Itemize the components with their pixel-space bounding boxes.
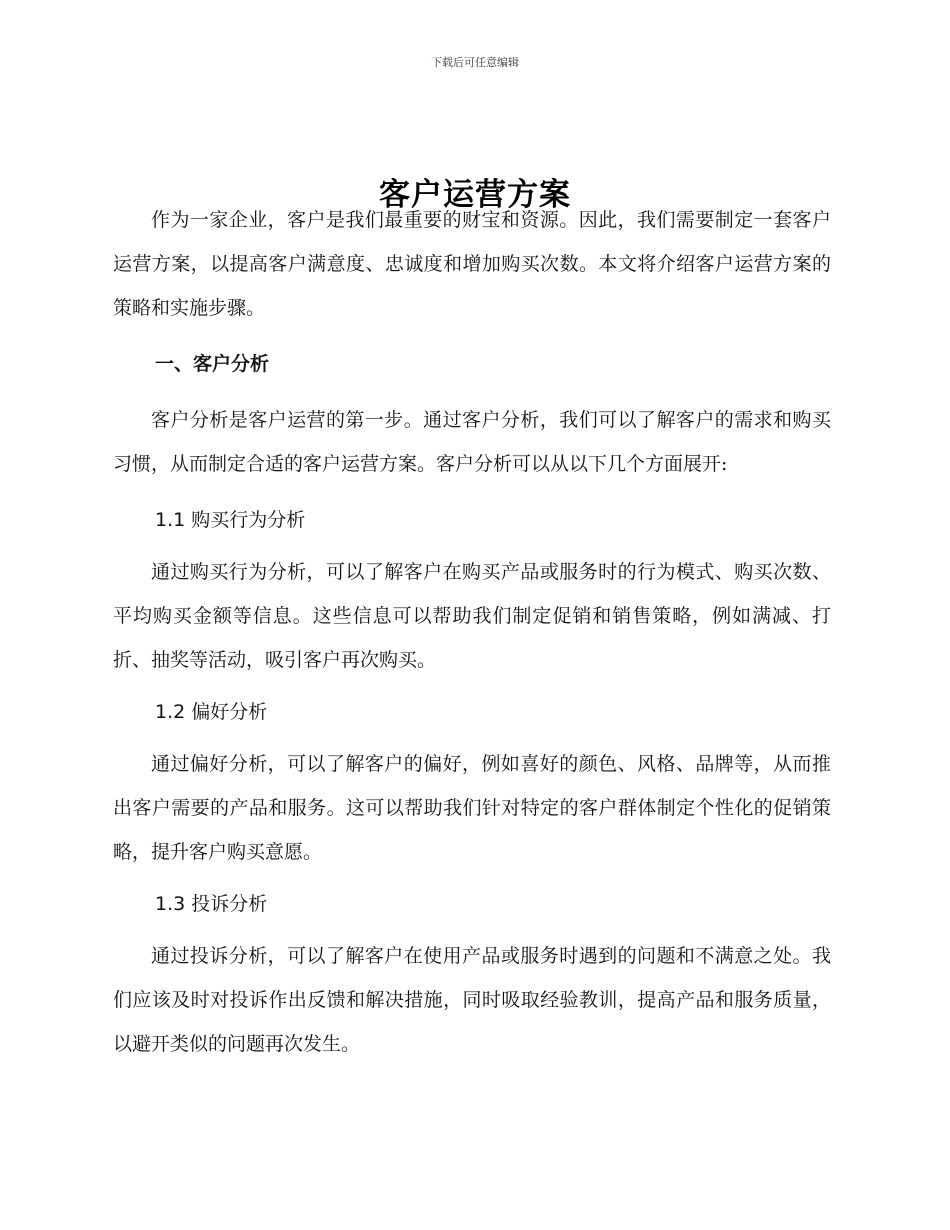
subsection-paragraph-preference: 通过偏好分析，可以了解客户的偏好，例如喜好的颜色、风格、品牌等，从而推出客户需要的产品和服务。这可以帮助我们针对特定的客户群体制定个性化的促销策略，提升客户购买意愿。: [113, 753, 831, 863]
subsection-heading-preference: 1.2 偏好分析: [155, 701, 268, 723]
intro-paragraph: 作为一家企业，客户是我们最重要的财宝和资源。因此，我们需要制定一套客户运营方案，以提高客户满意度、忠诚度和增加购买次数。本文将介绍客户运营方案的策略和实施步骤。: [113, 209, 831, 319]
page-header-note: 下载后可任意编辑: [431, 56, 519, 69]
subsection-paragraph-complaint: 通过投诉分析，可以了解客户在使用产品或服务时遇到的问题和不满意之处。我们应该及时对投诉作出反馈和解决措施，同时吸取经验教训，提高产品和服务质量，以避开类似的问题再次发生。: [113, 945, 831, 1055]
document-title: 客户运营方案: [379, 176, 571, 213]
section-heading-customer-analysis: 一、客户分析: [155, 353, 270, 375]
subsection-paragraph-purchase-behavior: 通过购买行为分析，可以了解客户在购买产品或服务时的行为模式、购买次数、平均购买金额等信息。这些信息可以帮助我们制定促销和销售策略，例如满减、打折、抽奖等活动，吸引客户再次购买。: [113, 561, 831, 671]
document-body: [113, 198, 831, 1066]
section-paragraph-customer-analysis: 客户分析是客户运营的第一步。通过客户分析，我们可以了解客户的需求和购买习惯，从而制定合适的客户运营方案。客户分析可以从以下几个方面展开:: [113, 409, 831, 475]
subsection-heading-purchase-behavior: 1.1 购买行为分析: [155, 509, 306, 531]
subsection-heading-complaint: 1.3 投诉分析: [155, 893, 268, 915]
